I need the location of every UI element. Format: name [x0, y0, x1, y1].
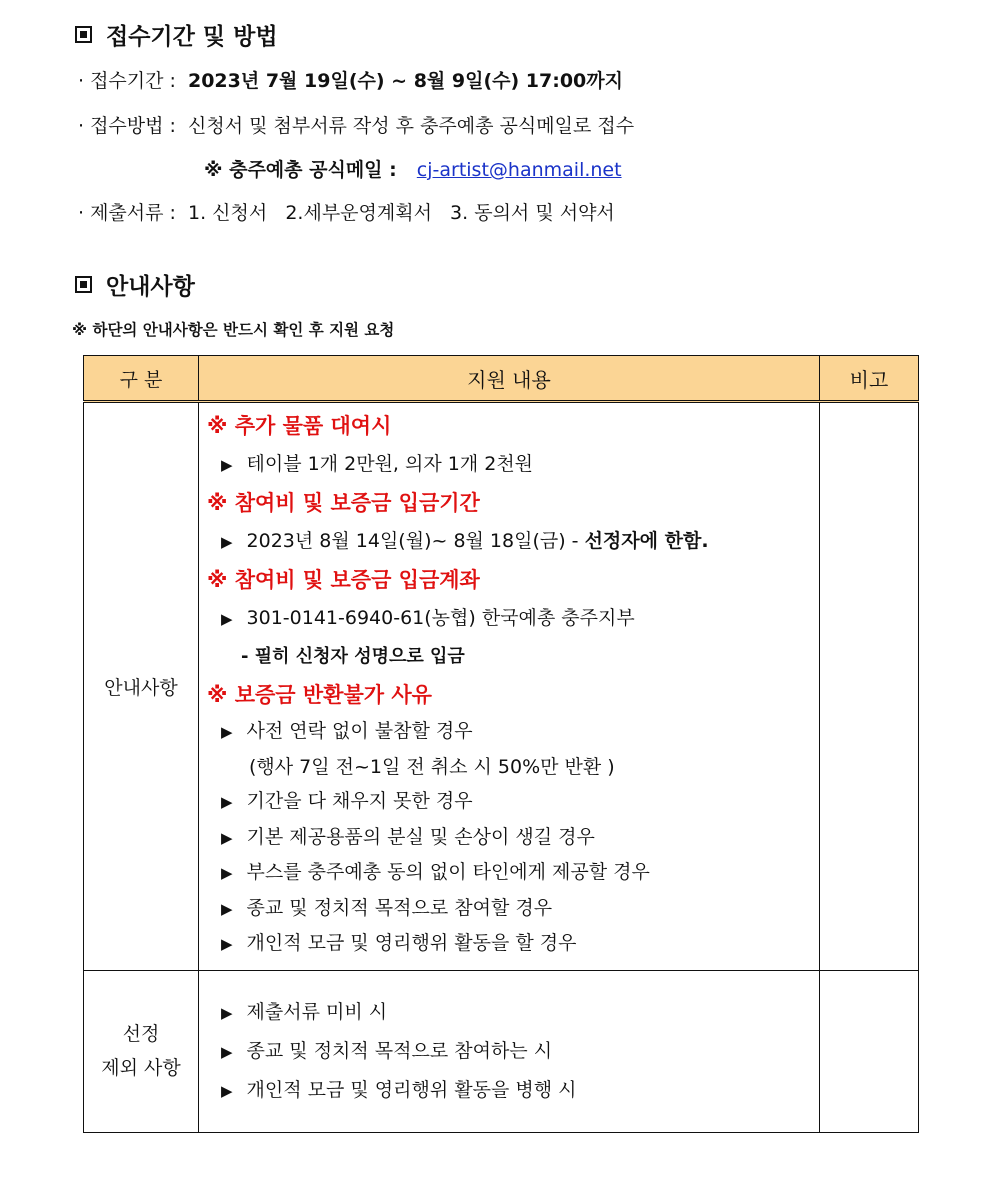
header-content: 지원 내용 [199, 356, 820, 402]
list-item: ▶ 종교 및 정치적 목적으로 참여할 경우 [207, 891, 819, 927]
list-item: ▶ 301-0141-6940-61(농협) 한국예총 충주지부 [207, 599, 819, 638]
subheading: ※ 참여비 및 보증금 입금기간 [207, 491, 480, 515]
square-bullet-icon [75, 26, 92, 43]
list-item: ▶ 부스를 충주예총 동의 없이 타인에게 제공할 경우 [207, 855, 819, 891]
docs-value: 1. 신청서 2.세부운영계획서 3. 동의서 및 서약서 [187, 202, 615, 224]
row-remarks [820, 402, 919, 971]
list-item: ▶ 기간을 다 채우지 못한 경우 [207, 784, 819, 820]
email-label: ※ 충주예총 공식메일 : [204, 159, 397, 181]
list-subitem: - 필히 신청자 성명으로 입금 [241, 646, 465, 667]
list-item: ▶ 제출서류 미비 시 [207, 993, 819, 1032]
triangle-bullet-icon: ▶ [221, 610, 233, 628]
triangle-bullet-icon: ▶ [221, 1003, 233, 1022]
email-row [204, 155, 622, 182]
triangle-bullet-icon: ▶ [221, 828, 233, 847]
subheading: ※ 참여비 및 보증금 입금계좌 [207, 568, 480, 592]
triangle-bullet-icon: ▶ [221, 864, 233, 882]
period-label: · 접수기간 : [78, 70, 176, 92]
list-item: ▶ 개인적 모금 및 영리행위 활동을 병행 시 [207, 1071, 819, 1110]
section-title: 접수기간 및 방법 [106, 24, 278, 50]
list-item: ▶ 종교 및 정치적 목적으로 참여하는 시 [207, 1032, 819, 1071]
method-label: · 접수방법 : [78, 115, 176, 137]
square-bullet-icon [75, 276, 92, 293]
email-link[interactable]: cj-artist@hanmail.net [416, 159, 622, 181]
row-content [199, 970, 820, 1132]
section-heading-application [75, 18, 278, 51]
table-header-row [84, 356, 919, 402]
row-remarks [820, 970, 919, 1132]
header-remarks: 비고 [820, 356, 919, 402]
triangle-bullet-icon: ▶ [221, 899, 233, 918]
application-method-row [78, 111, 634, 138]
list-item: ▶ 사전 연락 없이 불참할 경우 [207, 714, 819, 750]
application-period-row [78, 66, 623, 93]
period-value: 2023년 7월 19일(수) ~ 8월 9일(수) 17:00까지 [187, 70, 623, 92]
triangle-bullet-icon: ▶ [221, 723, 233, 741]
triangle-bullet-icon: ▶ [221, 1042, 233, 1061]
table-row [84, 970, 919, 1132]
triangle-bullet-icon: ▶ [221, 1081, 233, 1100]
notice-table [83, 355, 919, 1133]
method-value: 신청서 및 첨부서류 작성 후 충주예총 공식메일로 접수 [187, 115, 635, 137]
triangle-bullet-icon: ▶ [221, 793, 233, 811]
row-category: 선정 제외 사항 [84, 970, 199, 1132]
notice-note: ※ 하단의 안내사항은 반드시 확인 후 지원 요청 [72, 321, 395, 339]
subheading: ※ 보증금 반환불가 사유 [207, 683, 432, 707]
list-item: ▶ 개인적 모금 및 영리행위 활동을 할 경우 [207, 926, 819, 962]
list-item: ▶ 테이블 1개 2만원, 의자 1개 2천원 [207, 445, 819, 484]
docs-label: · 제출서류 : [78, 202, 176, 224]
section-title: 안내사항 [106, 274, 195, 300]
list-item: ▶ 기본 제공용품의 분실 및 손상이 생길 경우 [207, 820, 819, 856]
documents-row [78, 198, 615, 225]
list-subitem: (행사 7일 전~1일 전 취소 시 50%만 반환 ) [249, 755, 615, 778]
row-category: 안내사항 [84, 402, 199, 971]
header-category: 구 분 [84, 356, 199, 402]
section-heading-notice [75, 268, 195, 301]
table-row [84, 402, 919, 971]
triangle-bullet-icon: ▶ [221, 533, 233, 551]
triangle-bullet-icon: ▶ [221, 935, 233, 953]
list-item: ▶ 2023년 8월 14일(월)~ 8월 18일(금) - 선정자에 한함. [207, 522, 819, 561]
subheading: ※ 추가 물품 대여시 [207, 414, 392, 438]
triangle-bullet-icon: ▶ [221, 456, 233, 474]
row-content [199, 402, 820, 971]
